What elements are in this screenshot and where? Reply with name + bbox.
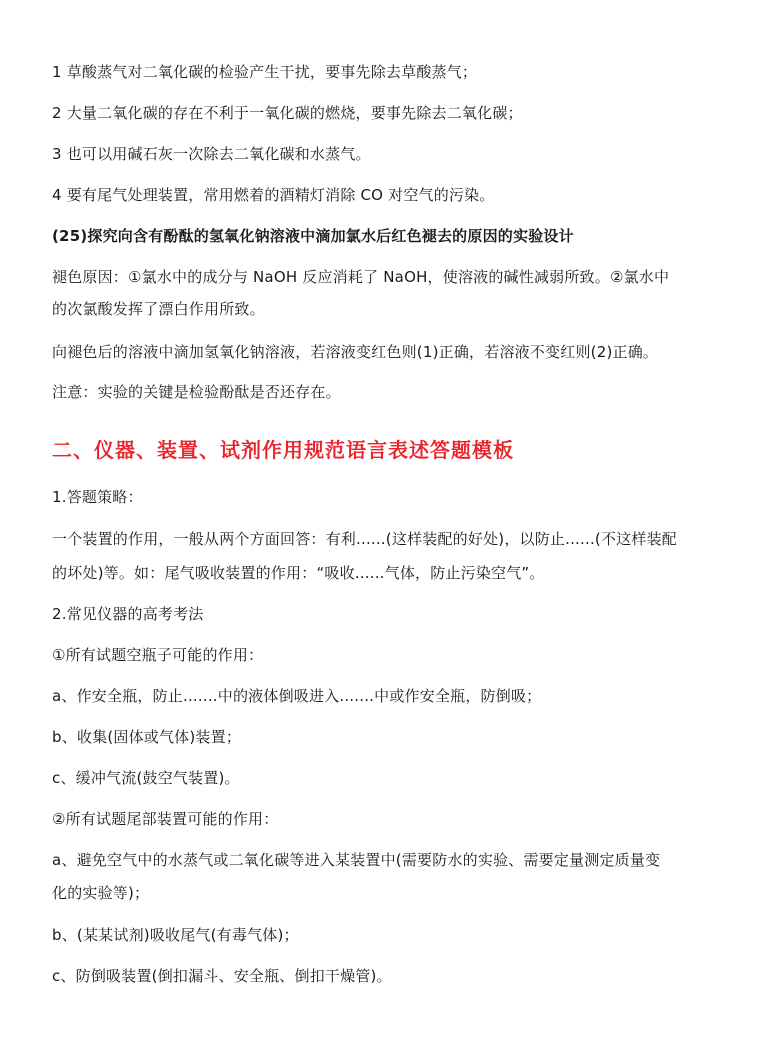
tail-device-item-a-line-2: 化的实验等)；: [52, 884, 150, 902]
strategy-line-2: 的坏处)等。如：尾气吸收装置的作用：“吸收......气体，防止污染空气”。: [52, 564, 545, 582]
tail-device-item-a-line-1: a、避免空气中的水蒸气或二氧化碳等进入某装置中(需要防水的实验、需要定量测定质量变: [52, 851, 661, 869]
text-paragraph-2: 向褪色后的溶液中滴加氢氧化钠溶液，若溶液变红色则(1)正确，若溶液不变红则(2)正确。: [52, 343, 659, 361]
text-line-2: 2 大量二氧化碳的存在不利于一氧化碳的燃烧，要事先除去二氧化碳；: [52, 104, 523, 122]
section-heading: 二、仪器、装置、试剂作用规范语言表述答题模板: [52, 438, 514, 462]
instruments-title: 2.常见仪器的高考考法: [52, 605, 204, 623]
tail-device-item-c: c、防倒吸装置(倒扣漏斗、安全瓶、倒扣干燥管)。: [52, 967, 392, 985]
tail-device-title: ②所有试题尾部装置可能的作用：: [52, 810, 279, 828]
empty-bottle-item-c: c、缓冲气流(鼓空气装置)。: [52, 769, 240, 787]
subheading-25: (25)探究向含有酚酞的氢氧化钠溶液中滴加氯水后红色褪去的原因的实验设计: [52, 227, 574, 245]
strategy-title: 1.答题策略：: [52, 488, 143, 506]
text-note: 注意：实验的关键是检验酚酞是否还存在。: [52, 383, 341, 401]
text-paragraph-1-line-2: 的次氯酸发挥了漂白作用所致。: [52, 300, 265, 318]
text-line-3: 3 也可以用碱石灰一次除去二氧化碳和水蒸气。: [52, 145, 371, 163]
empty-bottle-item-b: b、收集(固体或气体)装置；: [52, 728, 242, 746]
empty-bottle-item-a: a、作安全瓶，防止.......中的液体倒吸进入.......中或作安全瓶，防倒吸；: [52, 687, 542, 705]
strategy-line-1: 一个装置的作用，一般从两个方面回答：有利......(这样装配的好处)，以防止......(不这样装配: [52, 530, 677, 548]
text-line-1: 1 草酸蒸气对二氧化碳的检验产生干扰，要事先除去草酸蒸气；: [52, 63, 478, 81]
empty-bottle-title: ①所有试题空瓶子可能的作用：: [52, 646, 264, 664]
tail-device-item-b: b、(某某试剂)吸收尾气(有毒气体)；: [52, 926, 299, 944]
text-line-4: 4 要有尾气处理装置，常用燃着的酒精灯消除 CO 对空气的污染。: [52, 186, 495, 204]
text-paragraph-1-line-1: 褪色原因：①氯水中的成分与 NaOH 反应消耗了 NaOH，使溶液的碱性减弱所致。②氯水中: [52, 268, 670, 286]
